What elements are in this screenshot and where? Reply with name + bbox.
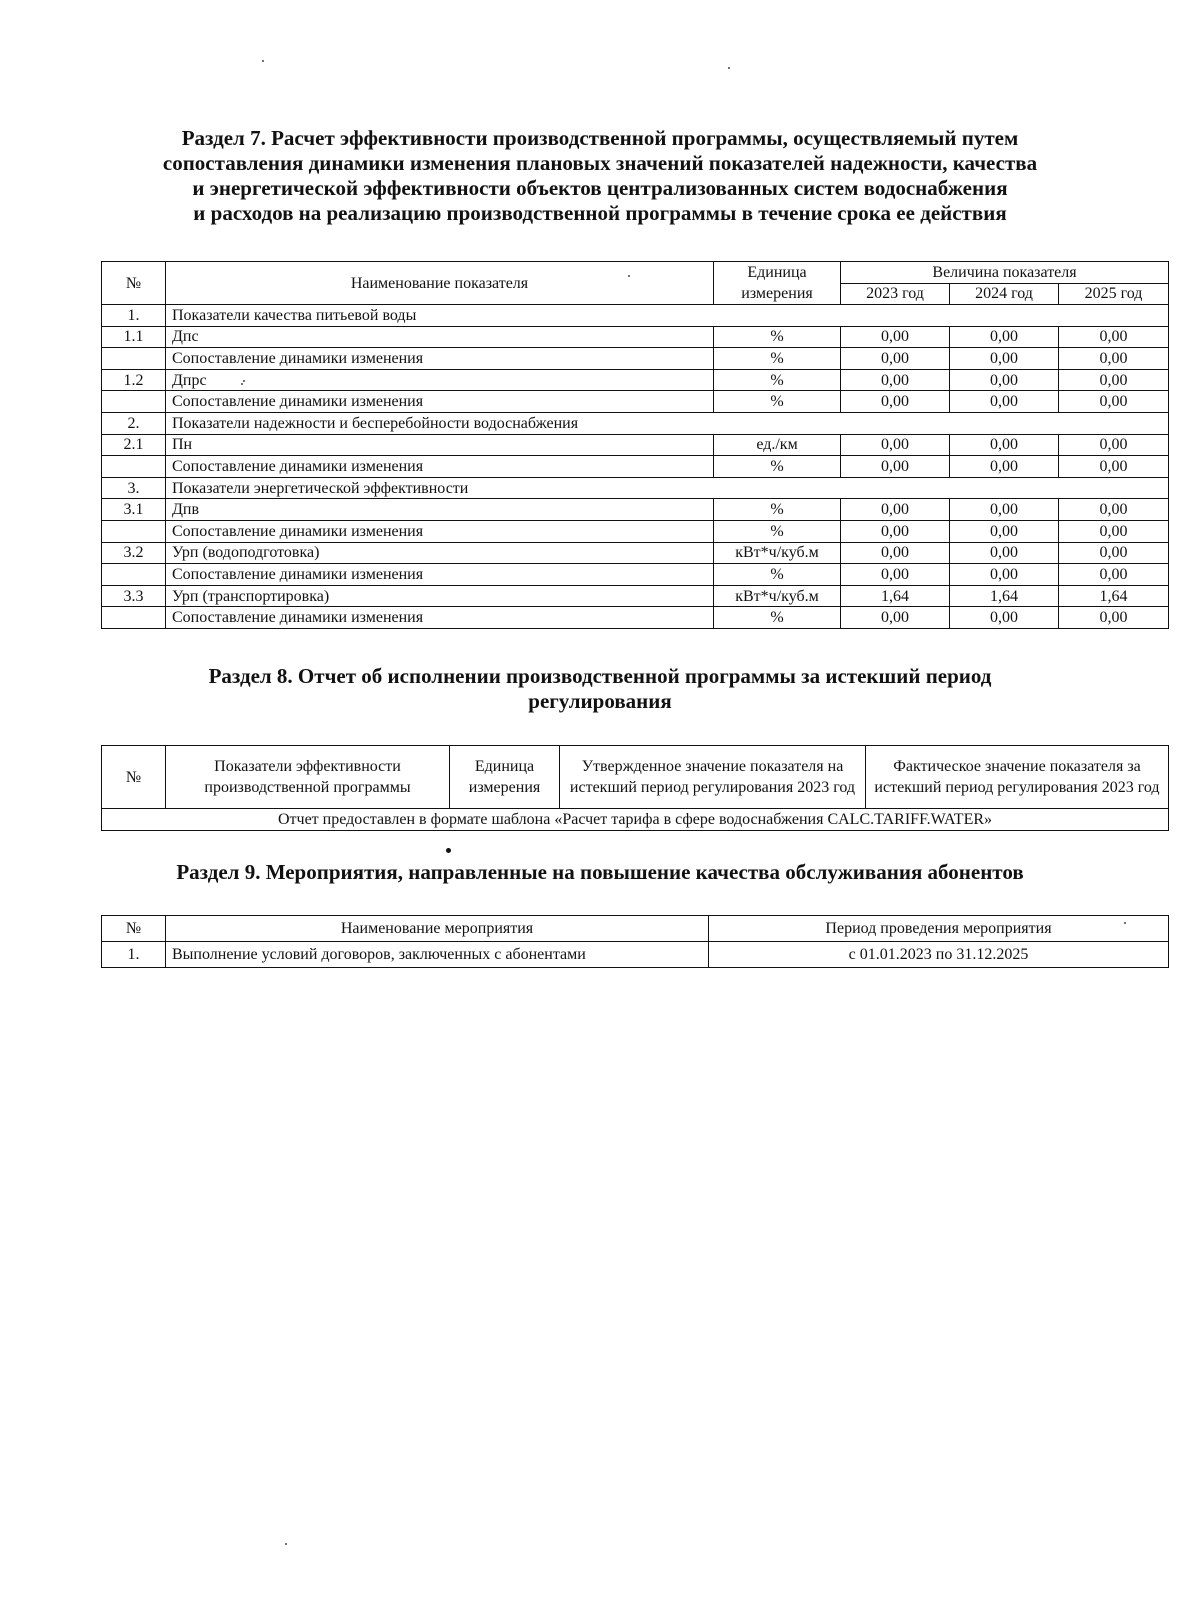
row-num: 3.1 (102, 499, 166, 521)
row-num (102, 456, 166, 478)
value-2025: 0,00 (1059, 607, 1169, 629)
value-2023: 0,00 (841, 391, 950, 413)
table-row (102, 520, 1169, 542)
scan-speck (628, 275, 630, 277)
indicator-name: Сопоставление динамики изменения (166, 520, 714, 542)
row-num: 1. (102, 942, 166, 968)
scan-dot-mark (446, 848, 451, 853)
table-row (102, 348, 1169, 370)
indicator-unit: % (714, 520, 841, 542)
scan-speck (241, 383, 243, 385)
indicator-name: Сопоставление динамики изменения (166, 348, 714, 370)
value-2025: 0,00 (1059, 391, 1169, 413)
value-2023: 0,00 (841, 564, 950, 586)
header-unit: Единица измерения (714, 262, 841, 305)
header-value-group: Величина показателя (841, 262, 1169, 284)
header-measure-name: Наименование мероприятия (166, 916, 709, 942)
indicator-name: Сопоставление динамики изменения (166, 391, 714, 413)
section9-heading (60, 860, 1140, 885)
value-2025: 0,00 (1059, 434, 1169, 456)
group-name: Показатели энергетической эффективности (166, 477, 1169, 499)
table-group-row (102, 412, 1169, 434)
header-unit: Единица измерения (450, 746, 560, 809)
row-num: 1.1 (102, 326, 166, 348)
row-num (102, 348, 166, 370)
row-num: 1. (102, 305, 166, 327)
value-2023: 0,00 (841, 520, 950, 542)
scan-speck (1124, 922, 1126, 924)
value-2024: 0,00 (950, 348, 1059, 370)
indicator-unit: ед./км (714, 434, 841, 456)
value-2024: 0,00 (950, 499, 1059, 521)
value-2024: 0,00 (950, 434, 1059, 456)
indicator-unit: % (714, 564, 841, 586)
measure-period: с 01.01.2023 по 31.12.2025 (709, 942, 1169, 968)
section7-title-line: сопоставления динамики изменения плановых значений показателей надежности, качества (162, 151, 1038, 175)
table-row (102, 942, 1169, 968)
table-group-row (102, 477, 1169, 499)
indicator-name: Дпрс (166, 369, 714, 391)
value-2025: 1,64 (1059, 585, 1169, 607)
value-2024: 1,64 (950, 585, 1059, 607)
indicator-name: Сопоставление динамики изменения (166, 456, 714, 478)
value-2023: 0,00 (841, 607, 950, 629)
report-format-note: Отчет предоставлен в формате шаблона «Расчет тарифа в сфере водоснабжения CALC.TARIFF.WATER» (102, 809, 1169, 831)
section7-table-body (102, 305, 1169, 629)
header-num: № (102, 746, 166, 809)
indicator-unit: кВт*ч/куб.м (714, 585, 841, 607)
scan-speck (285, 1543, 287, 1545)
indicator-name: Урп (водоподготовка) (166, 542, 714, 564)
indicator-name: Сопоставление динамики изменения (166, 564, 714, 586)
value-2024: 0,00 (950, 391, 1059, 413)
row-num: 3. (102, 477, 166, 499)
value-2024: 0,00 (950, 542, 1059, 564)
table-row (102, 456, 1169, 478)
scan-speck (262, 60, 264, 62)
header-approved-value: Утвержденное значение показателя на истекший период регулирования 2023 год (560, 746, 866, 809)
section9-title: Раздел 9. Мероприятия, направленные на повышение качества обслуживания абонентов (176, 860, 1024, 884)
header-year-2024: 2024 год (950, 283, 1059, 304)
value-2023: 0,00 (841, 542, 950, 564)
indicator-unit: % (714, 607, 841, 629)
group-name: Показатели надежности и бесперебойности водоснабжения (166, 412, 1169, 434)
value-2023: 1,64 (841, 585, 950, 607)
value-2023: 0,00 (841, 348, 950, 370)
indicator-unit: % (714, 348, 841, 370)
row-num: 3.2 (102, 542, 166, 564)
section8-title-line: Раздел 8. Отчет об исполнении производственной программы за истекший период (208, 664, 992, 688)
table-row (102, 542, 1169, 564)
section8-title-line: регулирования (528, 689, 672, 713)
section8-table (101, 745, 1169, 831)
value-2025: 0,00 (1059, 520, 1169, 542)
row-num (102, 520, 166, 542)
value-2024: 0,00 (950, 369, 1059, 391)
value-2024: 0,00 (950, 564, 1059, 586)
indicator-unit: % (714, 326, 841, 348)
indicator-name: Урп (транспортировка) (166, 585, 714, 607)
table-row (102, 809, 1169, 831)
row-num (102, 564, 166, 586)
table-row (102, 326, 1169, 348)
section8-heading (60, 664, 1140, 714)
indicator-name: Пн (166, 434, 714, 456)
header-measure-period: Период проведения мероприятия (709, 916, 1169, 942)
value-2025: 0,00 (1059, 499, 1169, 521)
header-num: № (102, 916, 166, 942)
value-2024: 0,00 (950, 607, 1059, 629)
header-indicator-name: Наименование показателя (166, 262, 714, 305)
value-2023: 0,00 (841, 456, 950, 478)
group-name: Показатели качества питьевой воды (166, 305, 1169, 327)
value-2025: 0,00 (1059, 326, 1169, 348)
section7-title-line: Раздел 7. Расчет эффективности производственной программы, осуществляемый путем (181, 126, 1019, 150)
value-2025: 0,00 (1059, 542, 1169, 564)
indicator-unit: % (714, 499, 841, 521)
header-year-2023: 2023 год (841, 283, 950, 304)
table-row (102, 499, 1169, 521)
row-num: 2.1 (102, 434, 166, 456)
header-efficiency-indicators: Показатели эффективности производственной программы (166, 746, 450, 809)
value-2025: 0,00 (1059, 369, 1169, 391)
header-year-2025: 2025 год (1059, 283, 1169, 304)
table-row (102, 607, 1169, 629)
section9-table (101, 915, 1169, 968)
table-row (102, 434, 1169, 456)
value-2024: 0,00 (950, 456, 1059, 478)
value-2025: 0,00 (1059, 348, 1169, 370)
section7-title-line: и энергетической эффективности объектов централизованных систем водоснабжения (192, 176, 1008, 200)
measure-name: Выполнение условий договоров, заключенных с абонентами (166, 942, 709, 968)
section7-heading (60, 126, 1140, 226)
table-row (102, 391, 1169, 413)
indicator-name: Дпс (166, 326, 714, 348)
value-2023: 0,00 (841, 499, 950, 521)
value-2024: 0,00 (950, 520, 1059, 542)
row-num: 2. (102, 412, 166, 434)
value-2025: 0,00 (1059, 564, 1169, 586)
header-actual-value: Фактическое значение показателя за истекший период регулирования 2023 год (866, 746, 1169, 809)
indicator-unit: % (714, 391, 841, 413)
table-group-row (102, 305, 1169, 327)
value-2023: 0,00 (841, 369, 950, 391)
value-2025: 0,00 (1059, 456, 1169, 478)
scan-speck (728, 67, 730, 69)
section7-table (101, 261, 1169, 629)
header-num: № (102, 262, 166, 305)
value-2024: 0,00 (950, 326, 1059, 348)
indicator-unit: % (714, 369, 841, 391)
row-num (102, 391, 166, 413)
value-2023: 0,00 (841, 326, 950, 348)
indicator-name: Дпв (166, 499, 714, 521)
indicator-unit: кВт*ч/куб.м (714, 542, 841, 564)
row-num: 3.3 (102, 585, 166, 607)
section7-title-line: и расходов на реализацию производственной программы в течение срока ее действия (193, 201, 1007, 225)
table-row (102, 369, 1169, 391)
row-num: 1.2 (102, 369, 166, 391)
value-2023: 0,00 (841, 434, 950, 456)
row-num (102, 607, 166, 629)
scan-speck (243, 380, 245, 382)
indicator-unit: % (714, 456, 841, 478)
table-row (102, 564, 1169, 586)
table-row (102, 585, 1169, 607)
indicator-name: Сопоставление динамики изменения (166, 607, 714, 629)
